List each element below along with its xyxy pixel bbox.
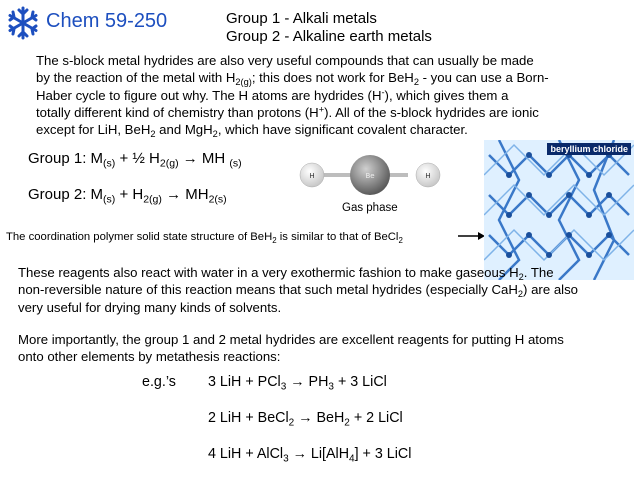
equation-group-2: Group 2: $M_{(s)} + H_{2(g)} \to MH_{2(s)}$ [28,186,227,206]
intro-line-4: totally different kind of chemistry than protons (H+). All of the s-block hydrides are ionic [36,104,539,120]
metathesis-paragraph [18,331,564,366]
metathesis-line-2: onto other elements by metathesis reactions: [18,349,281,365]
intro-line-2: by the reaction of the metal with $H_{2(g)}$; this does not work for BeH$_2$ - you can use a Born- [36,70,549,88]
metathesis-line-1: More importantly, the group 1 and 2 metal hydrides are excellent reagents for putting H atoms [18,332,564,347]
course-title: Chem 59-250 [46,10,168,32]
equation-group-1: Group 1: $M_{(s)}$ + ½ $H_{2(g)}$ → MH $_{(s)}$ [28,150,242,170]
intro-line-1: The s-block metal hydrides are also very useful compounds that can usually be made [36,53,534,68]
reaction-3: 4 LiH + AlCl$_3$ → Li[AlH$_4$] + 3 LiCl [208,446,412,465]
right-h-atom-label: H [425,172,431,180]
header-line-2: Group 2 - Alkaline earth metals [226,28,432,45]
water-line-1: These reagents also react with water in a very exothermic fashion to make gaseous $H_2$. The [18,265,554,283]
coordination-note: The coordination polymer solid state structure of BeH$_2$ is similar to that of BeCl$_2$ [6,231,403,245]
snowflake-icon [6,6,40,40]
reaction-1: 3 LiH + $PCl_3 \to PH_3 + 3$ LiCl [208,374,387,393]
arrow-to-crystal-icon [458,228,486,244]
intro-line-5: except for LiH, BeH$_2$ and MgH$_2$, which have significant covalent character. [36,122,468,140]
be-atom-label: Be [365,172,375,180]
examples-label: e.g.’s [142,374,176,390]
left-h-atom-label: H [309,172,315,180]
water-paragraph [18,264,578,316]
intro-line-3: Haber cycle to figure out why. The H atoms are hydrides (H-), which gives them a [36,86,509,103]
becl2-crystal-structure-image [484,140,634,280]
header-line-1: Group 1 - Alkali metals [226,10,377,27]
water-line-3: very useful for drying many kinds of solvents. [18,299,282,315]
beh2-molecule-figure [278,150,448,200]
water-line-2: non-reversible nature of this reaction means that such metal hydrides (especially CaH$_2$) are also [18,282,579,300]
gas-phase-caption: Gas phase [342,202,398,214]
intro-paragraph [36,52,549,138]
crystal-caption: beryllium chloride [547,143,631,155]
reaction-2: 2 LiH + BeCl$_2$ → BeH$_2$ + 2 LiCl [208,410,403,429]
